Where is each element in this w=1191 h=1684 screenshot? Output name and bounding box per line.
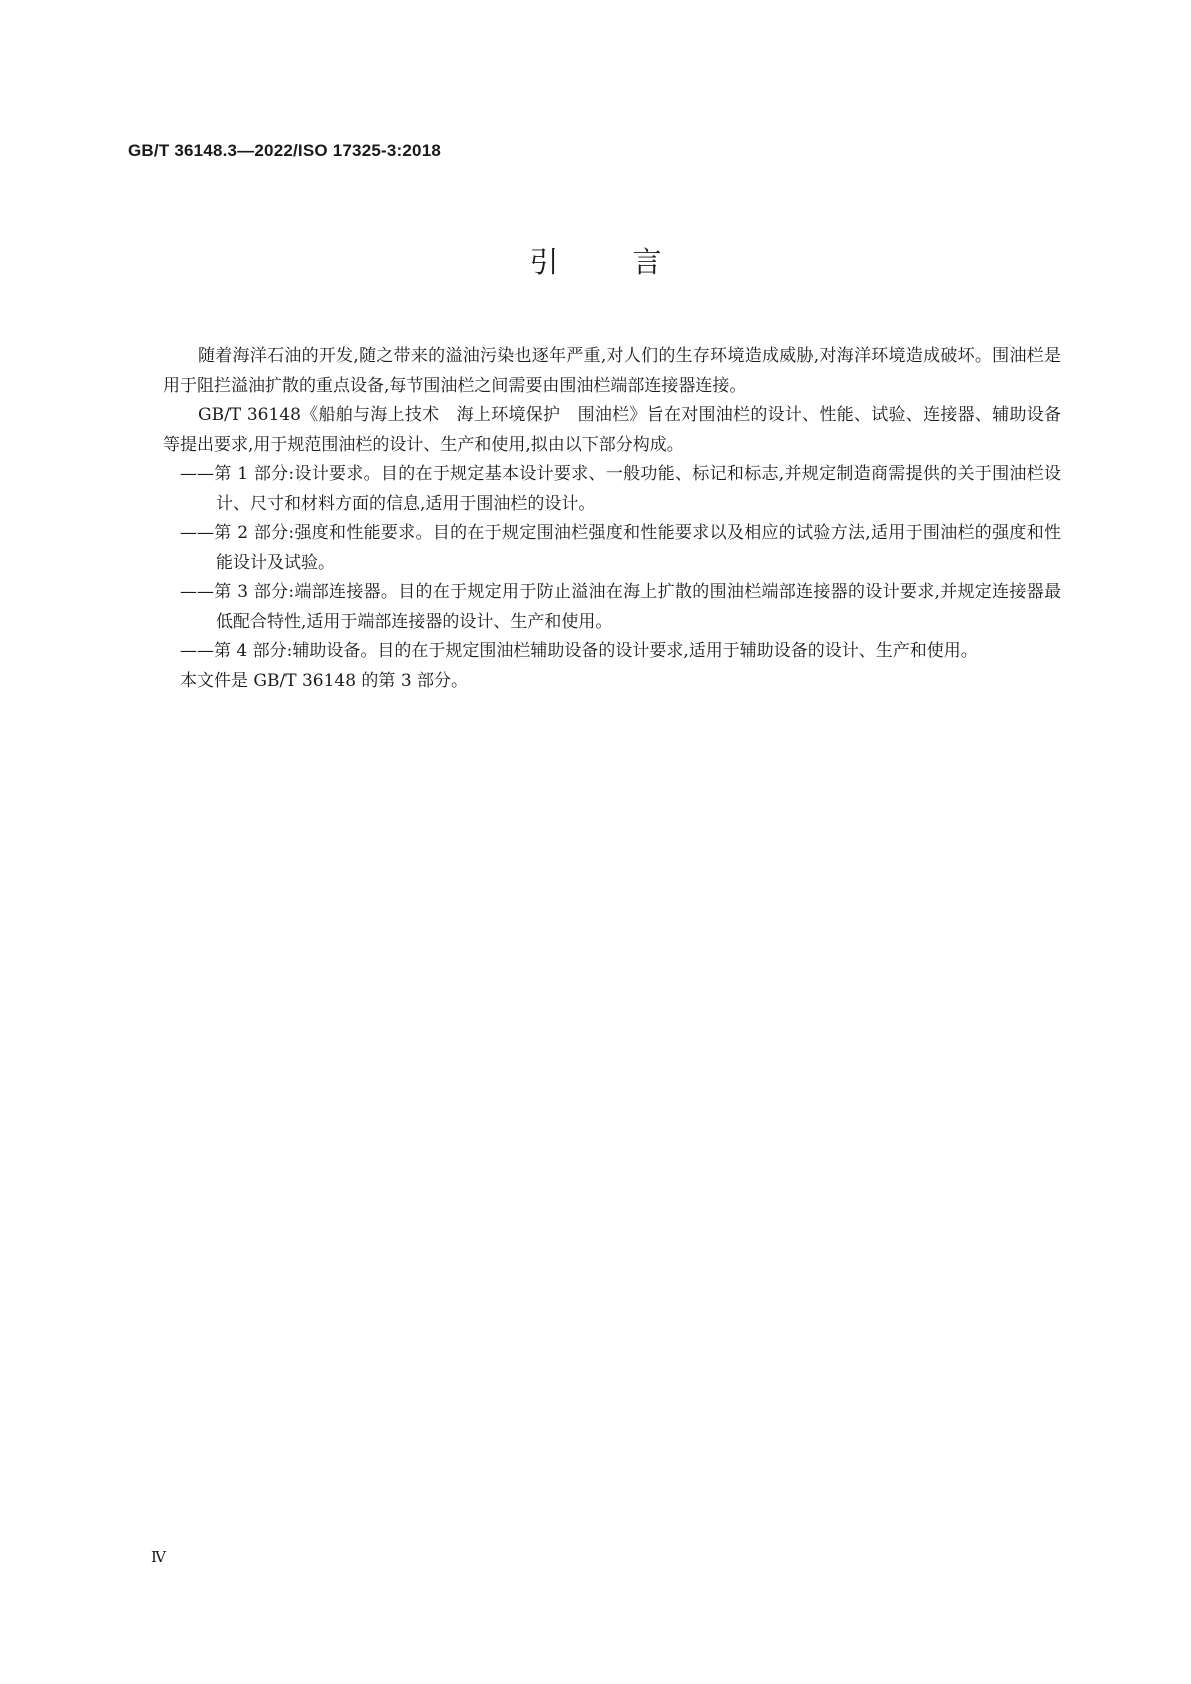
intro-paragraph-1: 随着海洋石油的开发,随之带来的溢油污染也逐年严重,对人们的生存环境造成威胁,对海洋环境造成破坏。围油栏是用于阻拦溢油扩散的重点设备,每节围油栏之间需要由围油栏端部连接器连接。 [163,346,1061,396]
part-list-item-1: ——第 1 部分:设计要求。目的在于规定基本设计要求、一般功能、标记和标志,并规定制造商需提供的关于围油栏设计、尺寸和材料方面的信息,适用于围油栏的设计。 [180,464,1061,514]
introduction-body [163,342,1061,696]
intro-final-statement: 本文件是 GB/T 36148 的第 3 部分。 [180,670,469,691]
title-char-2: 言 [632,245,662,279]
standard-code-header: GB/T 36148.3—2022/ISO 17325-3:2018 [128,141,441,160]
intro-paragraph-2: GB/T 36148《船舶与海上技术 海上环境保护 围油栏》旨在对围油栏的设计、性能、试验、连接器、辅助设备等提出要求,用于规范围油栏的设计、生产和使用,拟由以下部分构成。 [163,405,1061,455]
page-title [0,240,1191,281]
part-list-item-4: ——第 4 部分:辅助设备。目的在于规定围油栏辅助设备的设计要求,适用于辅助设备的设计、生产和使用。 [180,641,978,661]
part-list-item-3: ——第 3 部分:端部连接器。目的在于规定用于防止溢油在海上扩散的围油栏端部连接器的设计要求,并规定连接器最低配合特性,适用于端部连接器的设计、生产和使用。 [180,582,1061,632]
page-number: Ⅳ [151,1548,166,1566]
part-list-item-2: ——第 2 部分:强度和性能要求。目的在于规定围油栏强度和性能要求以及相应的试验方法,适用于围油栏的强度和性能设计及试验。 [180,523,1061,573]
title-char-1: 引 [529,245,559,279]
